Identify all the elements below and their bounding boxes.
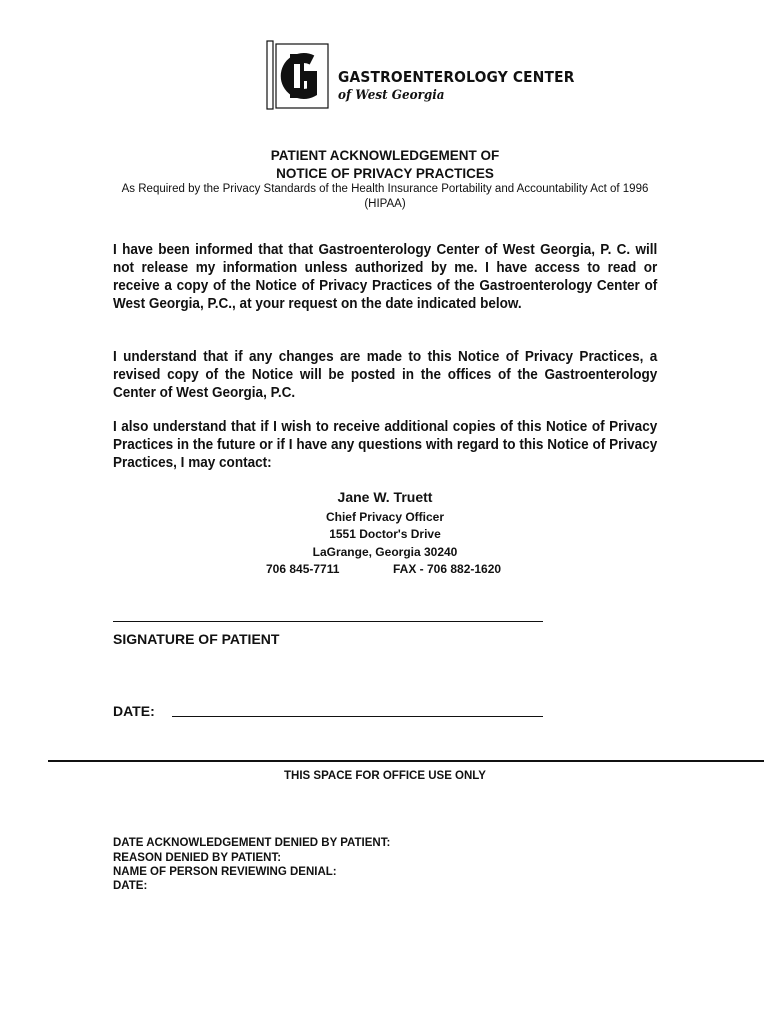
paragraph-contact: I also understand that if I wish to receive additional copies of this Notice of Privacy Practices in the future or if I have any questions with regard to this Notice of Privacy Practices, I may contact: xyxy=(113,419,658,471)
page-title-line2: NOTICE OF PRIVACY PRACTICES xyxy=(276,166,494,181)
paragraph-informed: I have been informed that that Gastroenterology Center of West Georgia, P. C. will not release my information unless authorized by me. I have access to read or receive a copy of the Notice of Privacy Practices of the Gastroenterology Center of West Georgia, P.C., at your request on the date indicated below. xyxy=(113,242,658,312)
date-line[interactable] xyxy=(172,716,543,717)
denied-reason-label: REASON DENIED BY PATIENT: xyxy=(113,852,282,864)
page-subtitle: As Required by the Privacy Standards of the Health Insurance Portability and Accountability Act of 1996 (HIPAA) xyxy=(121,183,649,210)
contact-name: Jane W. Truett xyxy=(337,489,433,505)
logo-subtitle: of West Georgia xyxy=(338,88,445,103)
logo-name: GASTROENTEROLOGY CENTER xyxy=(338,68,575,86)
contact-fax: FAX - 706 882-1620 xyxy=(393,562,502,576)
office-date-label: DATE: xyxy=(113,880,148,892)
denied-date-label: DATE ACKNOWLEDGEMENT DENIED BY PATIENT: xyxy=(113,837,391,849)
reviewer-name-label: NAME OF PERSON REVIEWING DENIAL: xyxy=(113,866,337,878)
contact-city: LaGrange, Georgia 30240 xyxy=(312,545,458,559)
paragraph-changes: I understand that if any changes are made to this Notice of Privacy Practices, a revised copy of the Notice will be posted in the offices of the Gastroenterology Center of West Georgia, P.C. xyxy=(113,349,658,401)
contact-address: 1551 Doctor's Drive xyxy=(329,527,441,541)
signature-label: SIGNATURE OF PATIENT xyxy=(113,631,280,647)
signature-line[interactable] xyxy=(113,621,543,622)
gc-logo-icon xyxy=(266,40,330,110)
office-heading: THIS SPACE FOR OFFICE USE ONLY xyxy=(284,770,486,782)
contact-title: Chief Privacy Officer xyxy=(325,510,445,524)
logo xyxy=(266,40,575,112)
contact-phone: 706 845-7711 xyxy=(266,562,340,576)
page-title-line1: PATIENT ACKNOWLEDGEMENT OF xyxy=(270,148,500,163)
office-divider xyxy=(48,760,764,762)
date-label: DATE: xyxy=(113,703,155,719)
